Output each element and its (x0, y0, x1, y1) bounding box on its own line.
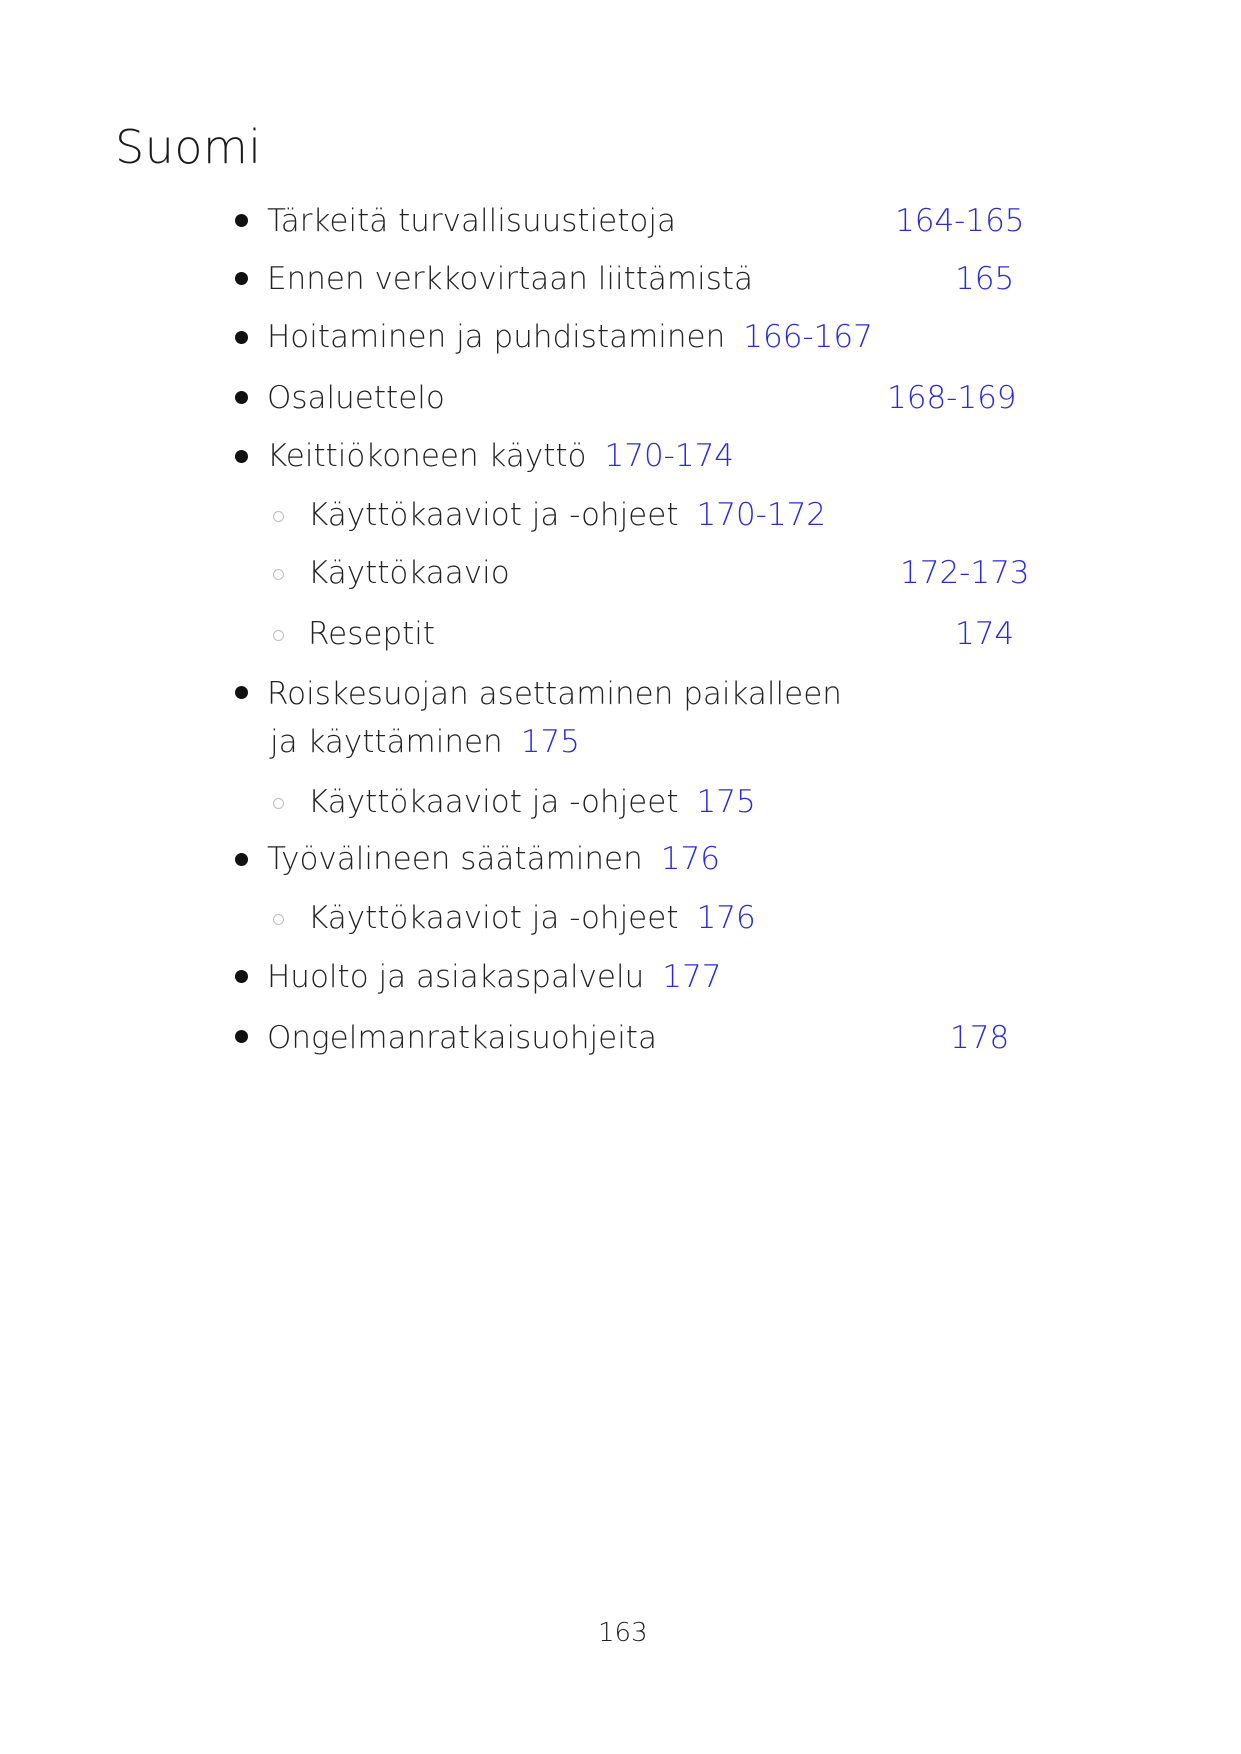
toc-entry-label: Käyttökaaviot ja -ohjeet (308, 497, 679, 533)
bullet-icon (235, 391, 248, 404)
toc-entry-label: Tärkeitä turvallisuustietoja (267, 203, 676, 239)
toc-entry-pages[interactable]: 170-174 (604, 438, 735, 474)
bullet-icon (235, 450, 248, 463)
bullet-icon (235, 272, 248, 285)
toc-entry-label: Käyttökaavio (308, 555, 510, 591)
sub-bullet-icon (273, 630, 284, 641)
sub-bullet-icon (273, 569, 284, 580)
bullet-icon (235, 214, 248, 227)
bullet-icon (235, 331, 248, 344)
toc-entry-pages[interactable]: 166-167 (743, 319, 873, 355)
toc-entry-pages[interactable]: 176 (696, 900, 756, 936)
toc-entry-pages[interactable]: 172-173 (900, 555, 1030, 591)
toc-entry-label: Työvälineen säätäminen (267, 841, 643, 877)
sub-bullet-icon (273, 511, 284, 522)
toc-entry-label: Reseptit (308, 616, 436, 652)
toc-entry-pages[interactable]: 174 (955, 616, 1015, 652)
bullet-icon (235, 853, 248, 866)
toc-entry-pages[interactable]: 175 (696, 784, 756, 820)
toc-entry-label: Käyttökaaviot ja -ohjeet (308, 784, 679, 820)
toc-entry-pages[interactable]: 165 (955, 261, 1015, 297)
bullet-icon (235, 1030, 248, 1043)
sub-bullet-icon (273, 798, 284, 809)
toc-entry-pages[interactable]: 164-165 (895, 203, 1025, 239)
bullet-icon (235, 970, 248, 983)
sub-bullet-icon (273, 914, 284, 925)
toc-entry-pages[interactable]: 175 (520, 724, 580, 760)
toc-entry-label: Ennen verkkovirtaan liittämistä (267, 261, 753, 297)
toc-entry-pages[interactable]: 170-172 (696, 497, 827, 533)
toc-entry-label: Huolto ja asiakaspalvelu (267, 959, 645, 995)
page-title: Suomi (115, 120, 262, 174)
toc-entry-pages[interactable]: 168-169 (887, 380, 1017, 416)
page-number: 163 (598, 1618, 648, 1648)
toc-entry-pages[interactable]: 178 (950, 1020, 1010, 1056)
toc-entry-label: Käyttökaaviot ja -ohjeet (308, 900, 679, 936)
bullet-icon (235, 686, 248, 699)
toc-entry-label-continued: ja käyttäminen (270, 724, 503, 760)
toc-entry-label: Roiskesuojan asettaminen paikalleen (267, 676, 842, 712)
toc-entry-pages[interactable]: 176 (660, 841, 720, 877)
toc-entry-label: Osaluettelo (267, 380, 445, 416)
toc-entry-label: Hoitaminen ja puhdistaminen (267, 319, 726, 355)
toc-entry-pages[interactable]: 177 (662, 959, 722, 995)
toc-entry-label: Keittiökoneen käyttö (267, 438, 587, 474)
toc-entry-label: Ongelmanratkaisuohjeita (267, 1020, 657, 1056)
